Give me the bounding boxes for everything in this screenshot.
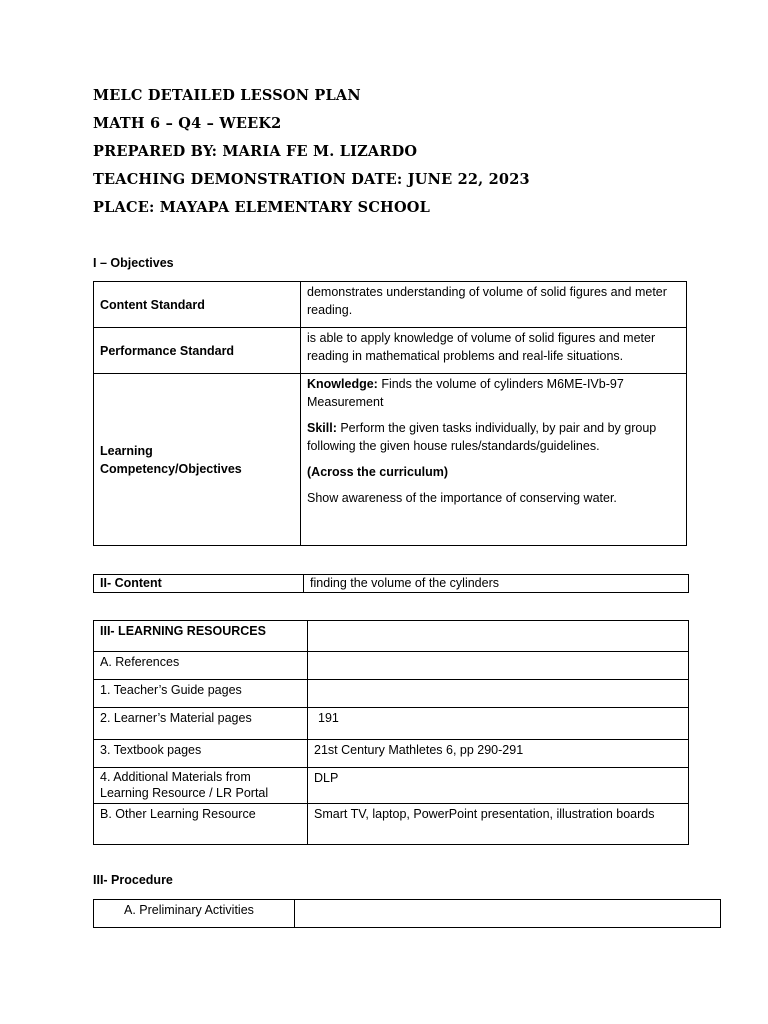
table-row — [94, 768, 689, 804]
table-row — [94, 374, 687, 546]
performance-standard-value: is able to apply knowledge of volume of solid figures and meter reading in mathematical problems and real-life situations. — [301, 328, 687, 374]
learners-material-label: 2. Learner’s Material pages — [94, 708, 308, 740]
content-standard-label: Content Standard — [94, 282, 301, 328]
header-title: MELC DETAILED LESSON PLAN — [93, 87, 361, 104]
knowledge-label: Knowledge: — [307, 377, 378, 391]
teachers-guide-label: 1. Teacher’s Guide pages — [94, 680, 308, 708]
table-row — [94, 575, 689, 593]
other-resource-value: Smart TV, laptop, PowerPoint presentation, illustration boards — [308, 804, 689, 845]
table-row — [94, 680, 689, 708]
header-date: TEACHING DEMONSTRATION DATE: JUNE 22, 2023 — [93, 171, 530, 188]
header-author: PREPARED BY: MARIA FE M. LIZARDO — [93, 143, 418, 160]
additional-materials-label: 4. Additional Materials from Learning Resource / LR Portal — [94, 768, 308, 804]
skill-text: Perform the given tasks individually, by pair and by group following the given house rules/standards/guidelines. — [307, 421, 657, 453]
procedure-heading: III- Procedure — [93, 873, 173, 887]
teachers-guide-value — [308, 680, 689, 708]
table-row — [94, 740, 689, 768]
additional-materials-value: DLP — [308, 768, 689, 804]
knowledge-paragraph — [307, 375, 680, 411]
textbook-label: 3. Textbook pages — [94, 740, 308, 768]
table-row — [94, 804, 689, 845]
header-place: PLACE: MAYAPA ELEMENTARY SCHOOL — [93, 199, 431, 216]
content-table — [93, 574, 689, 593]
performance-standard-label: Performance Standard — [94, 328, 301, 374]
table-row — [94, 328, 687, 374]
knowledge-text: Finds the volume of cylinders M6ME-IVb-97 Measurement — [307, 377, 624, 409]
content-standard-value: demonstrates understanding of volume of solid figures and meter reading. — [301, 282, 687, 328]
references-value — [308, 652, 689, 680]
preliminary-activities-label: A. Preliminary Activities — [94, 900, 295, 928]
objectives-table — [93, 281, 687, 546]
textbook-value: 21st Century Mathletes 6, pp 290-291 — [308, 740, 689, 768]
content-value: finding the volume of the cylinders — [304, 575, 689, 593]
skill-paragraph — [307, 419, 680, 455]
content-label: II- Content — [94, 575, 304, 593]
table-row — [94, 621, 689, 652]
resources-heading: III- LEARNING RESOURCES — [94, 621, 308, 652]
resources-heading-value — [308, 621, 689, 652]
objectives-heading: I – Objectives — [93, 256, 174, 270]
learning-resources-table — [93, 620, 689, 845]
learners-material-value: 191 — [308, 708, 689, 740]
other-resource-label: B. Other Learning Resource — [94, 804, 308, 845]
preliminary-activities-value — [295, 900, 721, 928]
across-curriculum: (Across the curriculum) — [307, 465, 449, 479]
skill-label: Skill: — [307, 421, 337, 435]
learning-competency-label: Learning Competency/Objectives — [94, 374, 301, 546]
table-row — [94, 652, 689, 680]
table-row — [94, 900, 721, 928]
references-label: A. References — [94, 652, 308, 680]
document-header — [93, 86, 530, 226]
table-row — [94, 282, 687, 328]
procedure-table — [93, 899, 721, 928]
header-subject: MATH 6 – Q4 – WEEK2 — [93, 115, 282, 132]
attitude-paragraph: Show awareness of the importance of conserving water. — [307, 491, 617, 505]
table-row — [94, 708, 689, 740]
learning-competency-value — [301, 374, 687, 546]
